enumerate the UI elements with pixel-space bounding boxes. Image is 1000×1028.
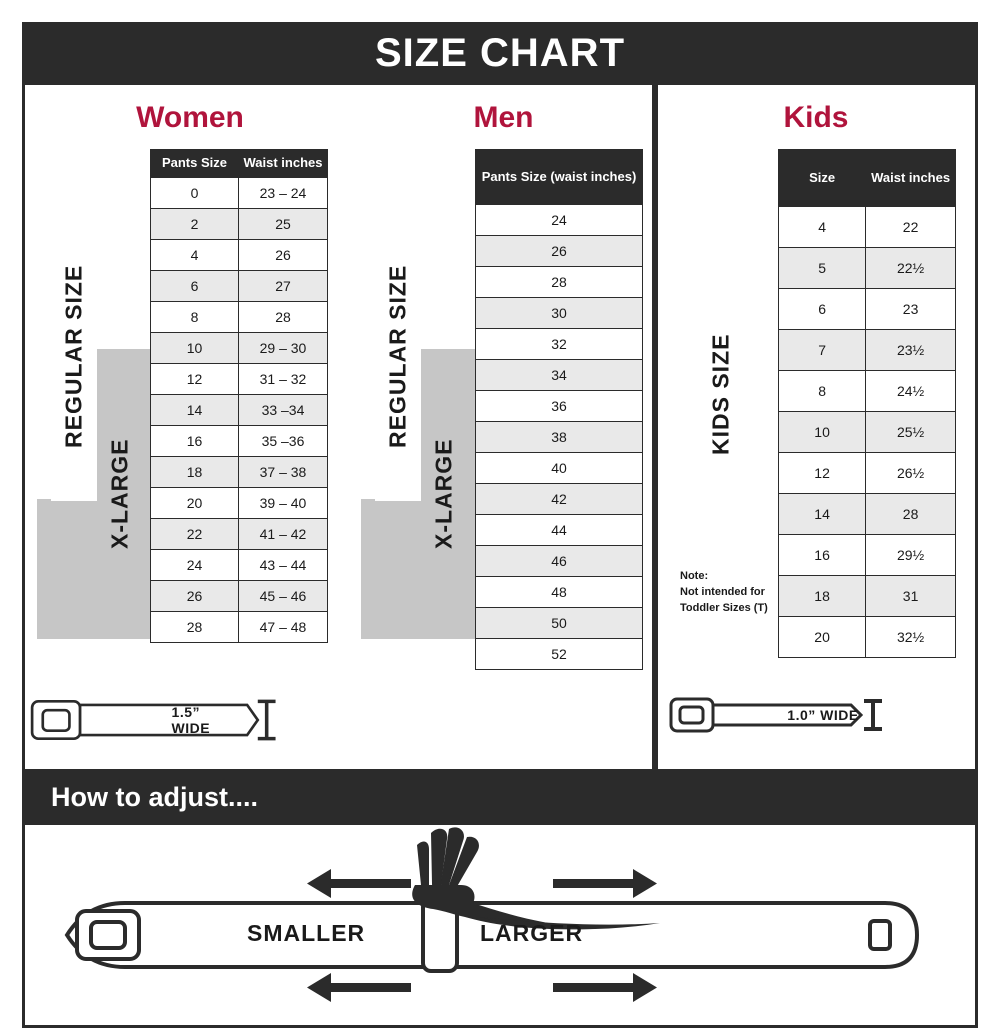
table-row (779, 617, 956, 658)
arrow-left-bottom-icon (307, 973, 411, 1002)
table-row (151, 270, 328, 301)
women-size-table (150, 149, 328, 643)
table-row (151, 394, 328, 425)
table-row (476, 577, 643, 608)
cell-waist: 22 (866, 207, 956, 248)
cell-size: 26 (476, 236, 643, 267)
kids-heading: Kids (783, 101, 849, 134)
men-xlarge-label: X-LARGE (421, 349, 467, 639)
table-row (779, 330, 956, 371)
women-col-header-pants: Pants Size (151, 150, 239, 178)
cell-size: 6 (151, 270, 239, 301)
cell-size: 20 (151, 487, 239, 518)
cell-size: 14 (779, 494, 866, 535)
chart-frame (22, 22, 978, 1028)
table-row (476, 515, 643, 546)
cell-waist: 29½ (866, 535, 956, 576)
table-row (779, 371, 956, 412)
table-row (476, 391, 643, 422)
cell-size: 16 (151, 425, 239, 456)
cell-size: 38 (476, 422, 643, 453)
table-row (151, 208, 328, 239)
table-row (779, 453, 956, 494)
arrow-left-top-icon (307, 869, 411, 898)
kids-table-wrap (658, 149, 974, 669)
howto-illustration (25, 825, 975, 1025)
table-row (151, 332, 328, 363)
cell-waist: 33 –34 (238, 394, 327, 425)
table-row (151, 301, 328, 332)
cell-size: 10 (779, 412, 866, 453)
table-row (476, 236, 643, 267)
table-row (476, 484, 643, 515)
cell-size: 46 (476, 546, 643, 577)
cell-waist: 31 (866, 576, 956, 617)
men-table-body (476, 205, 643, 670)
kids-col-header-size: Size (779, 150, 866, 207)
cell-size: 28 (151, 611, 239, 642)
women-xlarge-label: X-LARGE (97, 349, 143, 639)
cell-size: 7 (779, 330, 866, 371)
cell-waist: 43 – 44 (238, 549, 327, 580)
cell-size: 2 (151, 208, 239, 239)
table-row (151, 425, 328, 456)
cell-size: 16 (779, 535, 866, 576)
table-row (476, 329, 643, 360)
cell-waist: 37 – 38 (238, 456, 327, 487)
cell-size: 36 (476, 391, 643, 422)
table-row (151, 487, 328, 518)
table-row (151, 239, 328, 270)
cell-waist: 22½ (866, 248, 956, 289)
table-row (476, 546, 643, 577)
men-table-wrap (355, 149, 652, 669)
cell-waist: 27 (238, 270, 327, 301)
table-row (476, 267, 643, 298)
arrow-right-bottom-icon (553, 973, 657, 1002)
cell-waist: 25 (238, 208, 327, 239)
table-row (151, 580, 328, 611)
kids-table-body (779, 207, 956, 658)
men-heading: Men (473, 101, 534, 134)
kids-size-table (778, 149, 956, 658)
kids-belt-width-label: 1.0” WIDE (787, 707, 859, 723)
women-col-header-waist: Waist inches (238, 150, 327, 178)
cell-size: 12 (151, 363, 239, 394)
table-row (476, 360, 643, 391)
cell-waist: 35 –36 (238, 425, 327, 456)
cell-waist: 28 (238, 301, 327, 332)
table-row (151, 549, 328, 580)
cell-size: 10 (151, 332, 239, 363)
cell-size: 28 (476, 267, 643, 298)
women-regular-size-label: REGULAR SIZE (51, 211, 97, 501)
table-row (476, 453, 643, 484)
cell-size: 50 (476, 608, 643, 639)
cell-size: 14 (151, 394, 239, 425)
kids-note-line-2: Not intended for (680, 585, 765, 598)
table-row (151, 363, 328, 394)
table-row (151, 177, 328, 208)
table-row (476, 639, 643, 670)
arrow-right-top-icon (553, 869, 657, 898)
cell-waist: 39 – 40 (238, 487, 327, 518)
cell-waist: 26 (238, 239, 327, 270)
cell-size: 34 (476, 360, 643, 391)
cell-size: 42 (476, 484, 643, 515)
label-smaller: SMALLER (247, 920, 366, 946)
cell-size: 40 (476, 453, 643, 484)
cell-waist: 32½ (866, 617, 956, 658)
cell-waist: 29 – 30 (238, 332, 327, 363)
table-row (151, 456, 328, 487)
cell-size: 5 (779, 248, 866, 289)
kids-size-label: KIDS SIZE (696, 269, 746, 519)
table-row (779, 248, 956, 289)
label-larger: LARGER (480, 920, 584, 946)
table-row (779, 289, 956, 330)
men-column (355, 85, 655, 769)
cell-size: 52 (476, 639, 643, 670)
cell-size: 12 (779, 453, 866, 494)
cell-waist: 41 – 42 (238, 518, 327, 549)
cell-size: 32 (476, 329, 643, 360)
table-row (779, 576, 956, 617)
cell-waist: 25½ (866, 412, 956, 453)
cell-waist: 47 – 48 (238, 611, 327, 642)
page-title: SIZE CHART (25, 25, 975, 85)
table-row (476, 422, 643, 453)
kids-note-line-3: Toddler Sizes (T) (680, 601, 768, 614)
cell-size: 4 (151, 239, 239, 270)
kids-note (680, 569, 768, 617)
kids-belt-graphic (658, 685, 974, 745)
cell-size: 18 (779, 576, 866, 617)
table-row (779, 535, 956, 576)
cell-waist: 24½ (866, 371, 956, 412)
cell-size: 26 (151, 580, 239, 611)
men-regular-size-label: REGULAR SIZE (375, 211, 421, 501)
table-row (779, 412, 956, 453)
cell-size: 48 (476, 577, 643, 608)
adult-belt-graphic (25, 685, 355, 755)
size-tables-section (25, 85, 975, 772)
cell-size: 22 (151, 518, 239, 549)
cell-size: 4 (779, 207, 866, 248)
table-row (476, 205, 643, 236)
adult-belt-width-label: 1.5” WIDE (171, 704, 211, 736)
cell-size: 0 (151, 177, 239, 208)
cell-waist: 31 – 32 (238, 363, 327, 394)
cell-waist: 23 – 24 (238, 177, 327, 208)
cell-size: 44 (476, 515, 643, 546)
kids-note-line-1: Note: (680, 570, 709, 582)
cell-waist: 45 – 46 (238, 580, 327, 611)
table-row (151, 611, 328, 642)
table-row (779, 494, 956, 535)
belt-illustration-kids (665, 685, 895, 745)
cell-size: 24 (476, 205, 643, 236)
cell-size: 24 (151, 549, 239, 580)
women-heading: Women (136, 101, 244, 134)
table-row (476, 298, 643, 329)
cell-waist: 23 (866, 289, 956, 330)
men-size-table (475, 149, 643, 670)
cell-waist: 23½ (866, 330, 956, 371)
table-row (476, 608, 643, 639)
cell-size: 18 (151, 456, 239, 487)
men-col-header-pants: Pants Size (waist inches) (476, 150, 643, 205)
cell-size: 30 (476, 298, 643, 329)
cell-size: 20 (779, 617, 866, 658)
cell-size: 8 (151, 301, 239, 332)
table-row (151, 518, 328, 549)
kids-col-header-waist: Waist inches (866, 150, 956, 207)
howto-heading: How to adjust.... (25, 772, 975, 825)
cell-size: 8 (779, 371, 866, 412)
women-column (25, 85, 355, 769)
women-table-body (151, 177, 328, 642)
cell-waist: 26½ (866, 453, 956, 494)
table-row (779, 207, 956, 248)
women-table-wrap (25, 149, 355, 669)
cell-waist: 28 (866, 494, 956, 535)
belt-illustration-adult (25, 685, 292, 755)
cell-size: 6 (779, 289, 866, 330)
kids-column (658, 85, 974, 769)
